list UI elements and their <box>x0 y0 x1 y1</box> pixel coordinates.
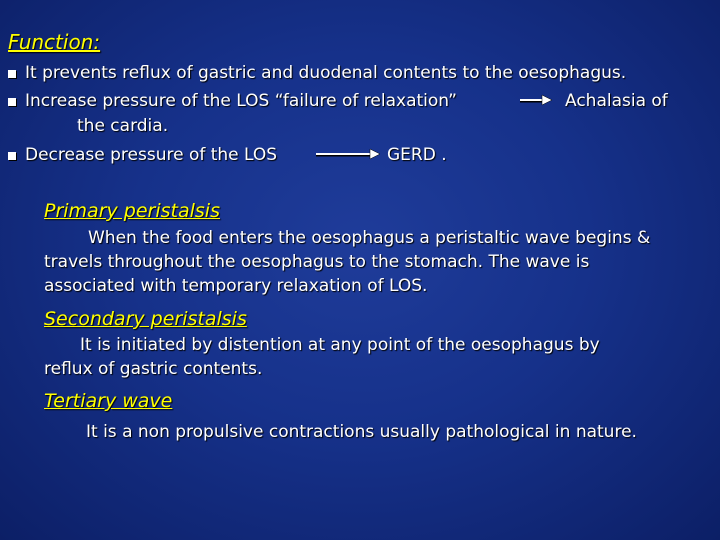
bullet-text: Decrease pressure of the LOS <box>25 145 278 165</box>
tertiary-wave-title: Tertiary wave <box>44 390 173 412</box>
tertiary-wave-text: It is a non propulsive contractions usually pathological in nature. <box>86 422 637 442</box>
primary-peristalsis-title: Primary peristalsis <box>44 200 220 222</box>
function-title: Function: <box>8 30 101 54</box>
bullet-text: Increase pressure of the LOS “failure of relaxation” <box>25 91 457 111</box>
primary-peristalsis-text: travels throughout the oesophagus to the stomach. The wave is <box>44 252 590 272</box>
bullet-text: It prevents reflux of gastric and duodenal contents to the oesophagus. <box>25 63 627 83</box>
arrow-right-icon <box>520 94 552 108</box>
bullet-marker <box>8 152 16 160</box>
primary-peristalsis-text: associated with temporary relaxation of LOS. <box>44 276 428 296</box>
secondary-peristalsis-text: reflux of gastric contents. <box>44 359 263 379</box>
bullet-marker <box>8 70 16 78</box>
primary-peristalsis-text: When the food enters the oesophagus a peristaltic wave begins & <box>88 228 651 248</box>
bullet-text-result: Achalasia of <box>565 91 668 111</box>
bullet-text-continuation: the cardia. <box>77 116 169 136</box>
secondary-peristalsis-text: It is initiated by distention at any point of the oesophagus by <box>80 335 600 355</box>
bullet-marker <box>8 98 16 106</box>
secondary-peristalsis-title: Secondary peristalsis <box>44 308 247 330</box>
bullet-text-result: GERD . <box>387 145 447 165</box>
arrow-right-icon <box>316 148 380 162</box>
